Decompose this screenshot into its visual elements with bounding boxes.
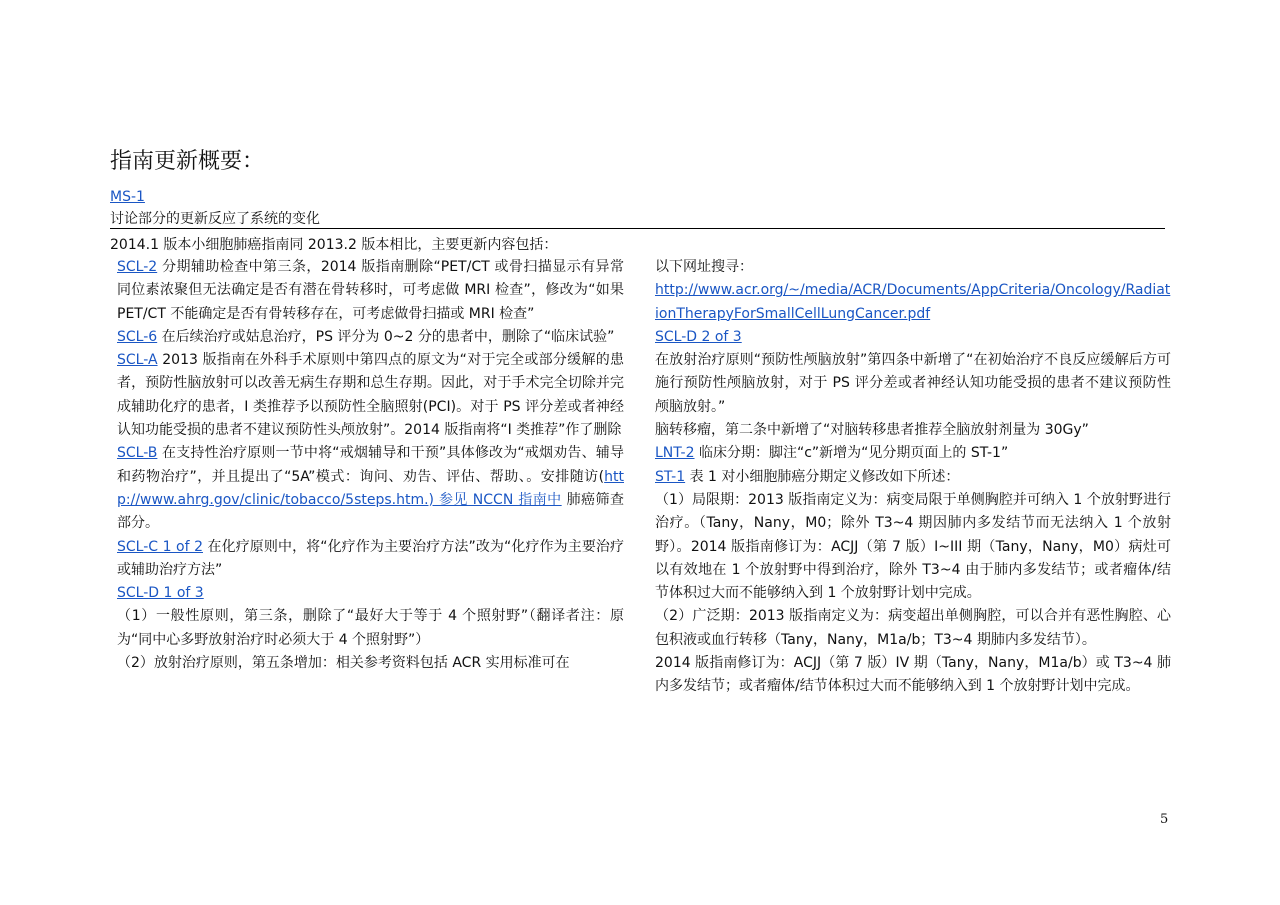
scld1-item-2: （2）放射治疗原则，第五条增加：相关参考资料包括 ACR 实用标准可在: [117, 655, 570, 672]
ahrq-url-link[interactable]: http://www.ahrg.gov/clinic/tobacco/5steps.htm.): [117, 468, 624, 508]
page-title: 指南更新概要：: [110, 149, 265, 174]
sclb-paragraph: [110, 442, 624, 535]
acr-url-link[interactable]: http://www.acr.org/~/media/ACR/Documents/AppCriteria/Oncology/RadiationTherapyForSmallCellLungCancer.pdf: [655, 282, 1171, 322]
acr-url-paragraph: [655, 279, 1171, 326]
scld2-item-2: 脑转移瘤，第二条中新增了“对脑转移患者推荐全脑放射剂量为 30Gy”: [655, 422, 1089, 439]
sclc-link[interactable]: SCL-C 1 of 2: [117, 538, 203, 555]
scld2-link[interactable]: SCL-D 2 of 3: [655, 328, 742, 345]
intro-text: 2014.1 版本小细胞肺癌指南同 2013.2 版本相比，主要更新内容包括：: [110, 237, 558, 253]
scla-text: 2013 版指南在外科手术原则中第四点的原文为“对于完全或部分缓解的患者，预防性脑放射可以改善无病生存期和总生存期。因此，对于手术完全切除并完成辅助化疗的患者，I 类推荐予以预防性全脑照射(PCI)。对于 PS 评分差或者神经认知功能受损的患者不建议预防性头颅放射”。2014 版指南将“I 类推荐”作了删除: [117, 352, 624, 439]
sclc-text: 在化疗原则中，将“化疗作为主要治疗方法”改为“化疗作为主要治疗或辅助治疗方法”: [117, 538, 624, 578]
sclb-link[interactable]: SCL-B: [117, 445, 158, 462]
scl2-paragraph: [110, 256, 624, 326]
scl6-paragraph: [110, 326, 624, 349]
scld2-heading: [655, 326, 1171, 349]
scl2-text: 分期辅助检查中第三条，2014 版指南删除“PET/CT 或骨扫描显示有异常同位素浓聚但无法确定是否有潜在骨转移时，可考虑做 MRI 检查”，修改为“如果 PET/CT 不能确定是否有骨转移存在，可考虑做骨扫描或 MRI 检查”: [117, 259, 624, 322]
divider: [110, 228, 1165, 229]
sclb-text: 在支持性治疗原则一节中将“戒烟辅导和干预”具体修改为“戒烟劝告、辅导和药物治疗”，并且提出了“5A”模式：询问、劝告、评估、帮助、。安排随访(: [117, 445, 624, 485]
scld1-heading: [110, 582, 624, 605]
page-number: 5: [1160, 812, 1169, 827]
scl6-link[interactable]: SCL-6: [117, 328, 158, 345]
scld1-link[interactable]: SCL-D 1 of 3: [117, 585, 204, 602]
continuation-text: 以下网址搜寻：: [655, 259, 753, 275]
lnt2-link[interactable]: LNT-2: [655, 445, 695, 462]
sclb-text-end: 肺癌筛查部分。: [117, 491, 624, 532]
scla-paragraph: [110, 349, 624, 442]
right-column: [655, 256, 1171, 699]
st1-text: 表 1 对小细胞肺癌分期定义修改如下所述：: [685, 468, 960, 485]
scla-link[interactable]: SCL-A: [117, 352, 158, 369]
st1-item-3: 2014 版指南修订为：ACJJ（第 7 版）IV 期（Tany，Nany，M1a/b）或 T3~4 肺内多发结节；或者瘤体/结节体积过大而不能够纳入到 1 个放射野计划中完成。: [655, 655, 1171, 695]
section-subtitle: 讨论部分的更新反应了系统的变化: [110, 211, 320, 227]
lnt2-paragraph: [655, 442, 1171, 465]
scld1-item-1: （1）一般性原则，第三条，删除了“最好大于等于 4 个照射野”（翻译者注：原为“同中心多野放射治疗时必须大于 4 个照射野”）: [117, 608, 624, 648]
scld2-item-1: 在放射治疗原则“预防性颅脑放射”第四条中新增了“在初始治疗不良反应缓解后方可施行预防性颅脑放射，对于 PS 评分差或者神经认知功能受损的患者不建议预防性颅脑放射。”: [655, 352, 1171, 415]
lnt2-text: 临床分期：脚注“c”新增为“见分期页面上的 ST-1”: [694, 445, 1009, 462]
left-column: [110, 256, 624, 675]
st1-link[interactable]: ST-1: [655, 468, 686, 485]
st1-paragraph: [655, 466, 1171, 489]
st1-item-1: （1）局限期：2013 版指南定义为：病变局限于单侧胸腔并可纳入 1 个放射野进行治疗。（Tany，Nany，M0；除外 T3~4 期因肺内多发结节而无法纳入 1 个放射野）。2014 版指南修订为：ACJJ（第 7 版）I~III 期（Tany，Nany，M0）病灶可以有效地在 1 个放射野中得到治疗，除外 T3~4 由于肺内多发结节；或者瘤体/结节体积过大而不能够纳入到 1 个放射野计划中完成。: [655, 491, 1171, 602]
st1-item-2: （2）广泛期：2013 版指南定义为：病变超出单侧胸腔，可以合并有恶性胸腔、心包积液或血行转移（Tany，Nany，M1a/b；T3~4 期肺内多发结节）。: [655, 608, 1171, 648]
sclc-paragraph: [110, 536, 624, 583]
scl6-text: 在后续治疗或姑息治疗，PS 评分为 0~2 分的患者中，删除了“临床试验”: [157, 328, 615, 345]
nccn-guideline-link[interactable]: 参见 NCCN 指南中: [434, 491, 562, 508]
scl2-link[interactable]: SCL-2: [117, 259, 158, 275]
ms1-link[interactable]: MS-1: [110, 189, 145, 205]
